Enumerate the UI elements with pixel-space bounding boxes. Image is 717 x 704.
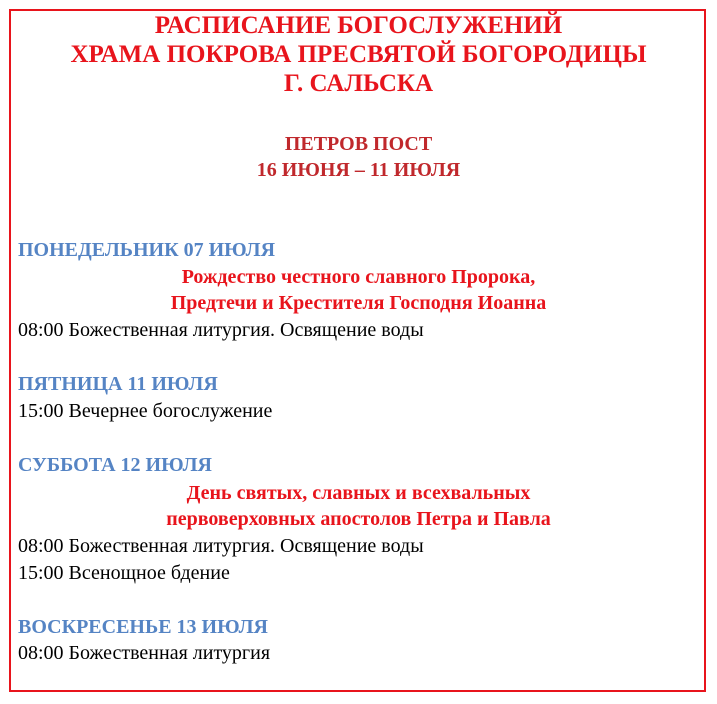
fast-name: ПЕТРОВ ПОСТ <box>284 133 433 155</box>
feast-monday-line-1: Рождество честного славного Пророка, <box>181 266 536 288</box>
service-friday-1: 15:00 Вечернее богослужение <box>18 400 273 422</box>
day-heading-saturday: СУББОТА 12 ИЮЛЯ <box>18 454 212 476</box>
service-saturday-2: 15:00 Всенощное бдение <box>18 562 230 584</box>
title-line-2: ХРАМА ПОКРОВА ПРЕСВЯТОЙ БОГОРОДИЦЫ <box>70 41 647 68</box>
feast-saturday-line-1: День святых, славных и всехвальных <box>186 482 531 504</box>
feast-monday-line-2: Предтечи и Крестителя Господня Иоанна <box>170 292 547 314</box>
service-sunday-1: 08:00 Божественная литургия <box>18 642 271 664</box>
schedule-border <box>9 9 706 692</box>
day-heading-monday: ПОНЕДЕЛЬНИК 07 ИЮЛЯ <box>18 239 276 261</box>
feast-monday <box>0 264 717 316</box>
title-line-3: Г. САЛЬСКА <box>283 70 434 97</box>
page-title <box>0 11 717 98</box>
fast-dates: 16 ИЮНЯ – 11 ИЮЛЯ <box>256 159 461 181</box>
day-heading-friday: ПЯТНИЦА 11 ИЮЛЯ <box>18 373 218 395</box>
fast-period <box>0 131 717 183</box>
feast-saturday <box>0 480 717 532</box>
day-heading-sunday: ВОСКРЕСЕНЬЕ 13 ИЮЛЯ <box>18 616 268 638</box>
feast-saturday-line-2: первоверховных апостолов Петра и Павла <box>166 508 551 530</box>
title-line-1: РАСПИСАНИЕ БОГОСЛУЖЕНИЙ <box>154 12 563 39</box>
service-monday-1: 08:00 Божественная литургия. Освящение воды <box>18 319 424 341</box>
service-saturday-1: 08:00 Божественная литургия. Освящение воды <box>18 535 424 557</box>
